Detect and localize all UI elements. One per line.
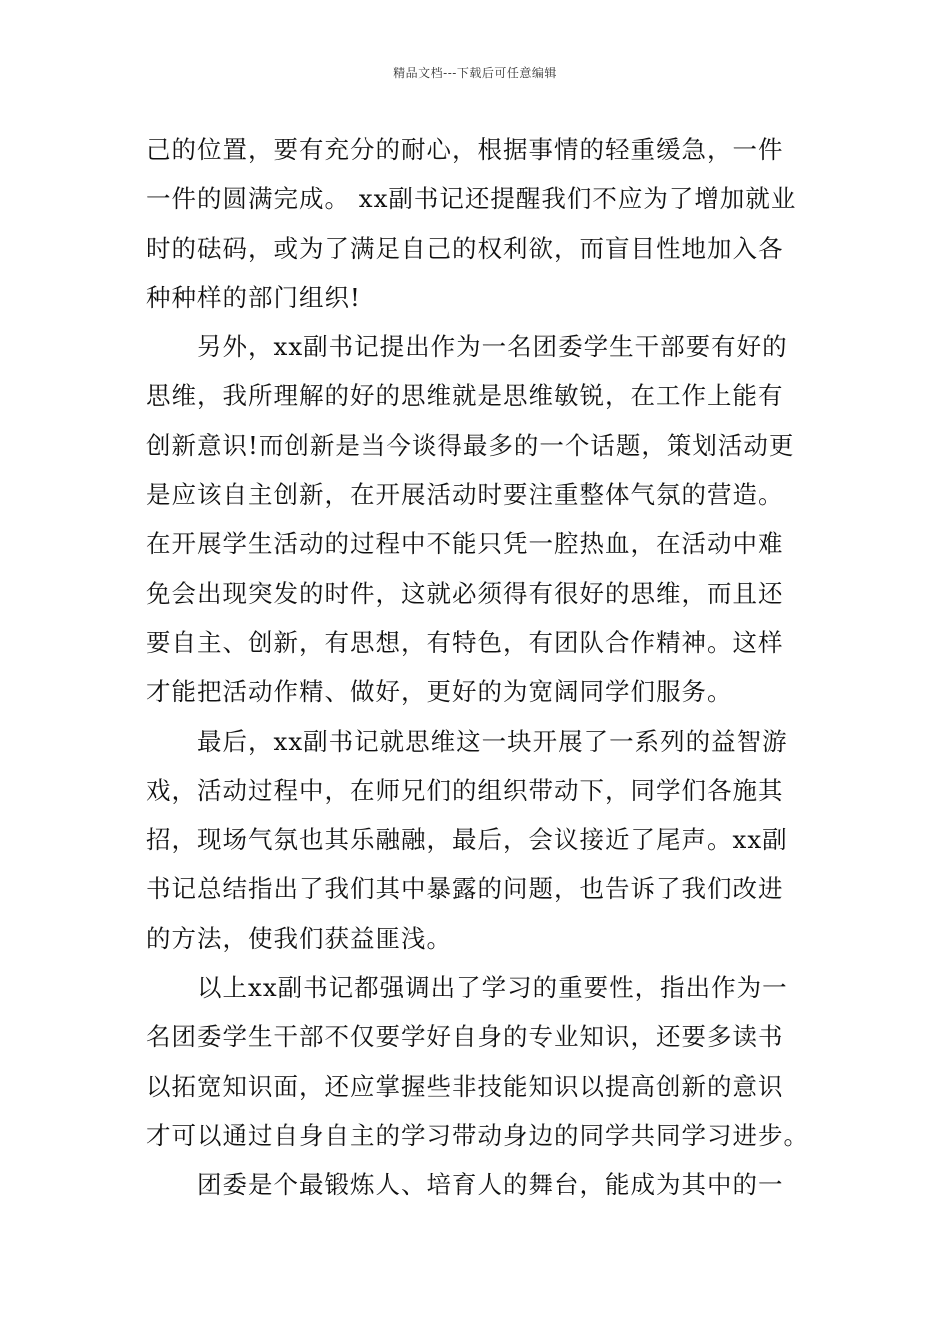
text-line: 才可以通过自身自主的学习带动身边的同学共同学习进步。: [146, 1120, 809, 1150]
text-line: 是应该自主创新，在开展活动时要注重整体气氛的营造。: [146, 480, 784, 510]
text-line: 免会出现突发的时件，这就必须得有很好的思维，而且还: [146, 578, 784, 608]
text-line: 才能把活动作精、做好，更好的为宽阔同学们服务。: [146, 677, 733, 707]
text-line: 一件的圆满完成。 xx副书记还提醒我们不应为了增加就业: [146, 184, 797, 214]
text-line: 时的砝码，或为了满足自己的权利欲，而盲目性地加入各: [146, 233, 784, 263]
text-line: 书记总结指出了我们其中暴露的问题，也告诉了我们改进: [146, 874, 784, 904]
text-line: 招，现场气氛也其乐融融，最后，会议接近了尾声。xx副: [146, 825, 788, 855]
text-line: 思维，我所理解的好的思维就是思维敏锐，在工作上能有: [146, 381, 784, 411]
text-line: 名团委学生干部不仅要学好自身的专业知识，还要多读书: [146, 1022, 784, 1052]
document-body: [146, 125, 808, 1210]
text-line: 的方法，使我们获益匪浅。: [146, 923, 452, 953]
text-line: 以拓宽知识面，还应掌握些非技能知识以提高创新的意识: [146, 1071, 784, 1101]
paragraph-start-line: 最后，xx副书记就思维这一块开展了一系列的益智游: [197, 726, 788, 756]
text-line: 种种样的部门组织!: [146, 282, 361, 312]
text-line: 要自主、创新，有思想，有特色，有团队合作精神。这样: [146, 627, 784, 657]
paragraph-start-line: 另外，xx副书记提出作为一名团委学生干部要有好的: [197, 332, 788, 362]
text-line: 创新意识!而创新是当今谈得最多的一个话题，策划活动更: [146, 430, 795, 460]
text-line: 己的位置，要有充分的耐心，根据事情的轻重缓急，一件: [146, 135, 784, 164]
paragraph-start-line: 以上xx副书记都强调出了学习的重要性，指出作为一: [197, 973, 788, 1003]
text-line: 戏，活动过程中，在师兄们的组织带动下，同学们各施其: [146, 775, 784, 805]
text-line: 在开展学生活动的过程中不能只凭一腔热血，在活动中难: [146, 529, 784, 559]
paragraph-start-line: 团委是个最锻炼人、培育人的舞台，能成为其中的一: [197, 1170, 784, 1200]
page-header: 精品文档---下载后可任意编辑: [393, 66, 557, 80]
